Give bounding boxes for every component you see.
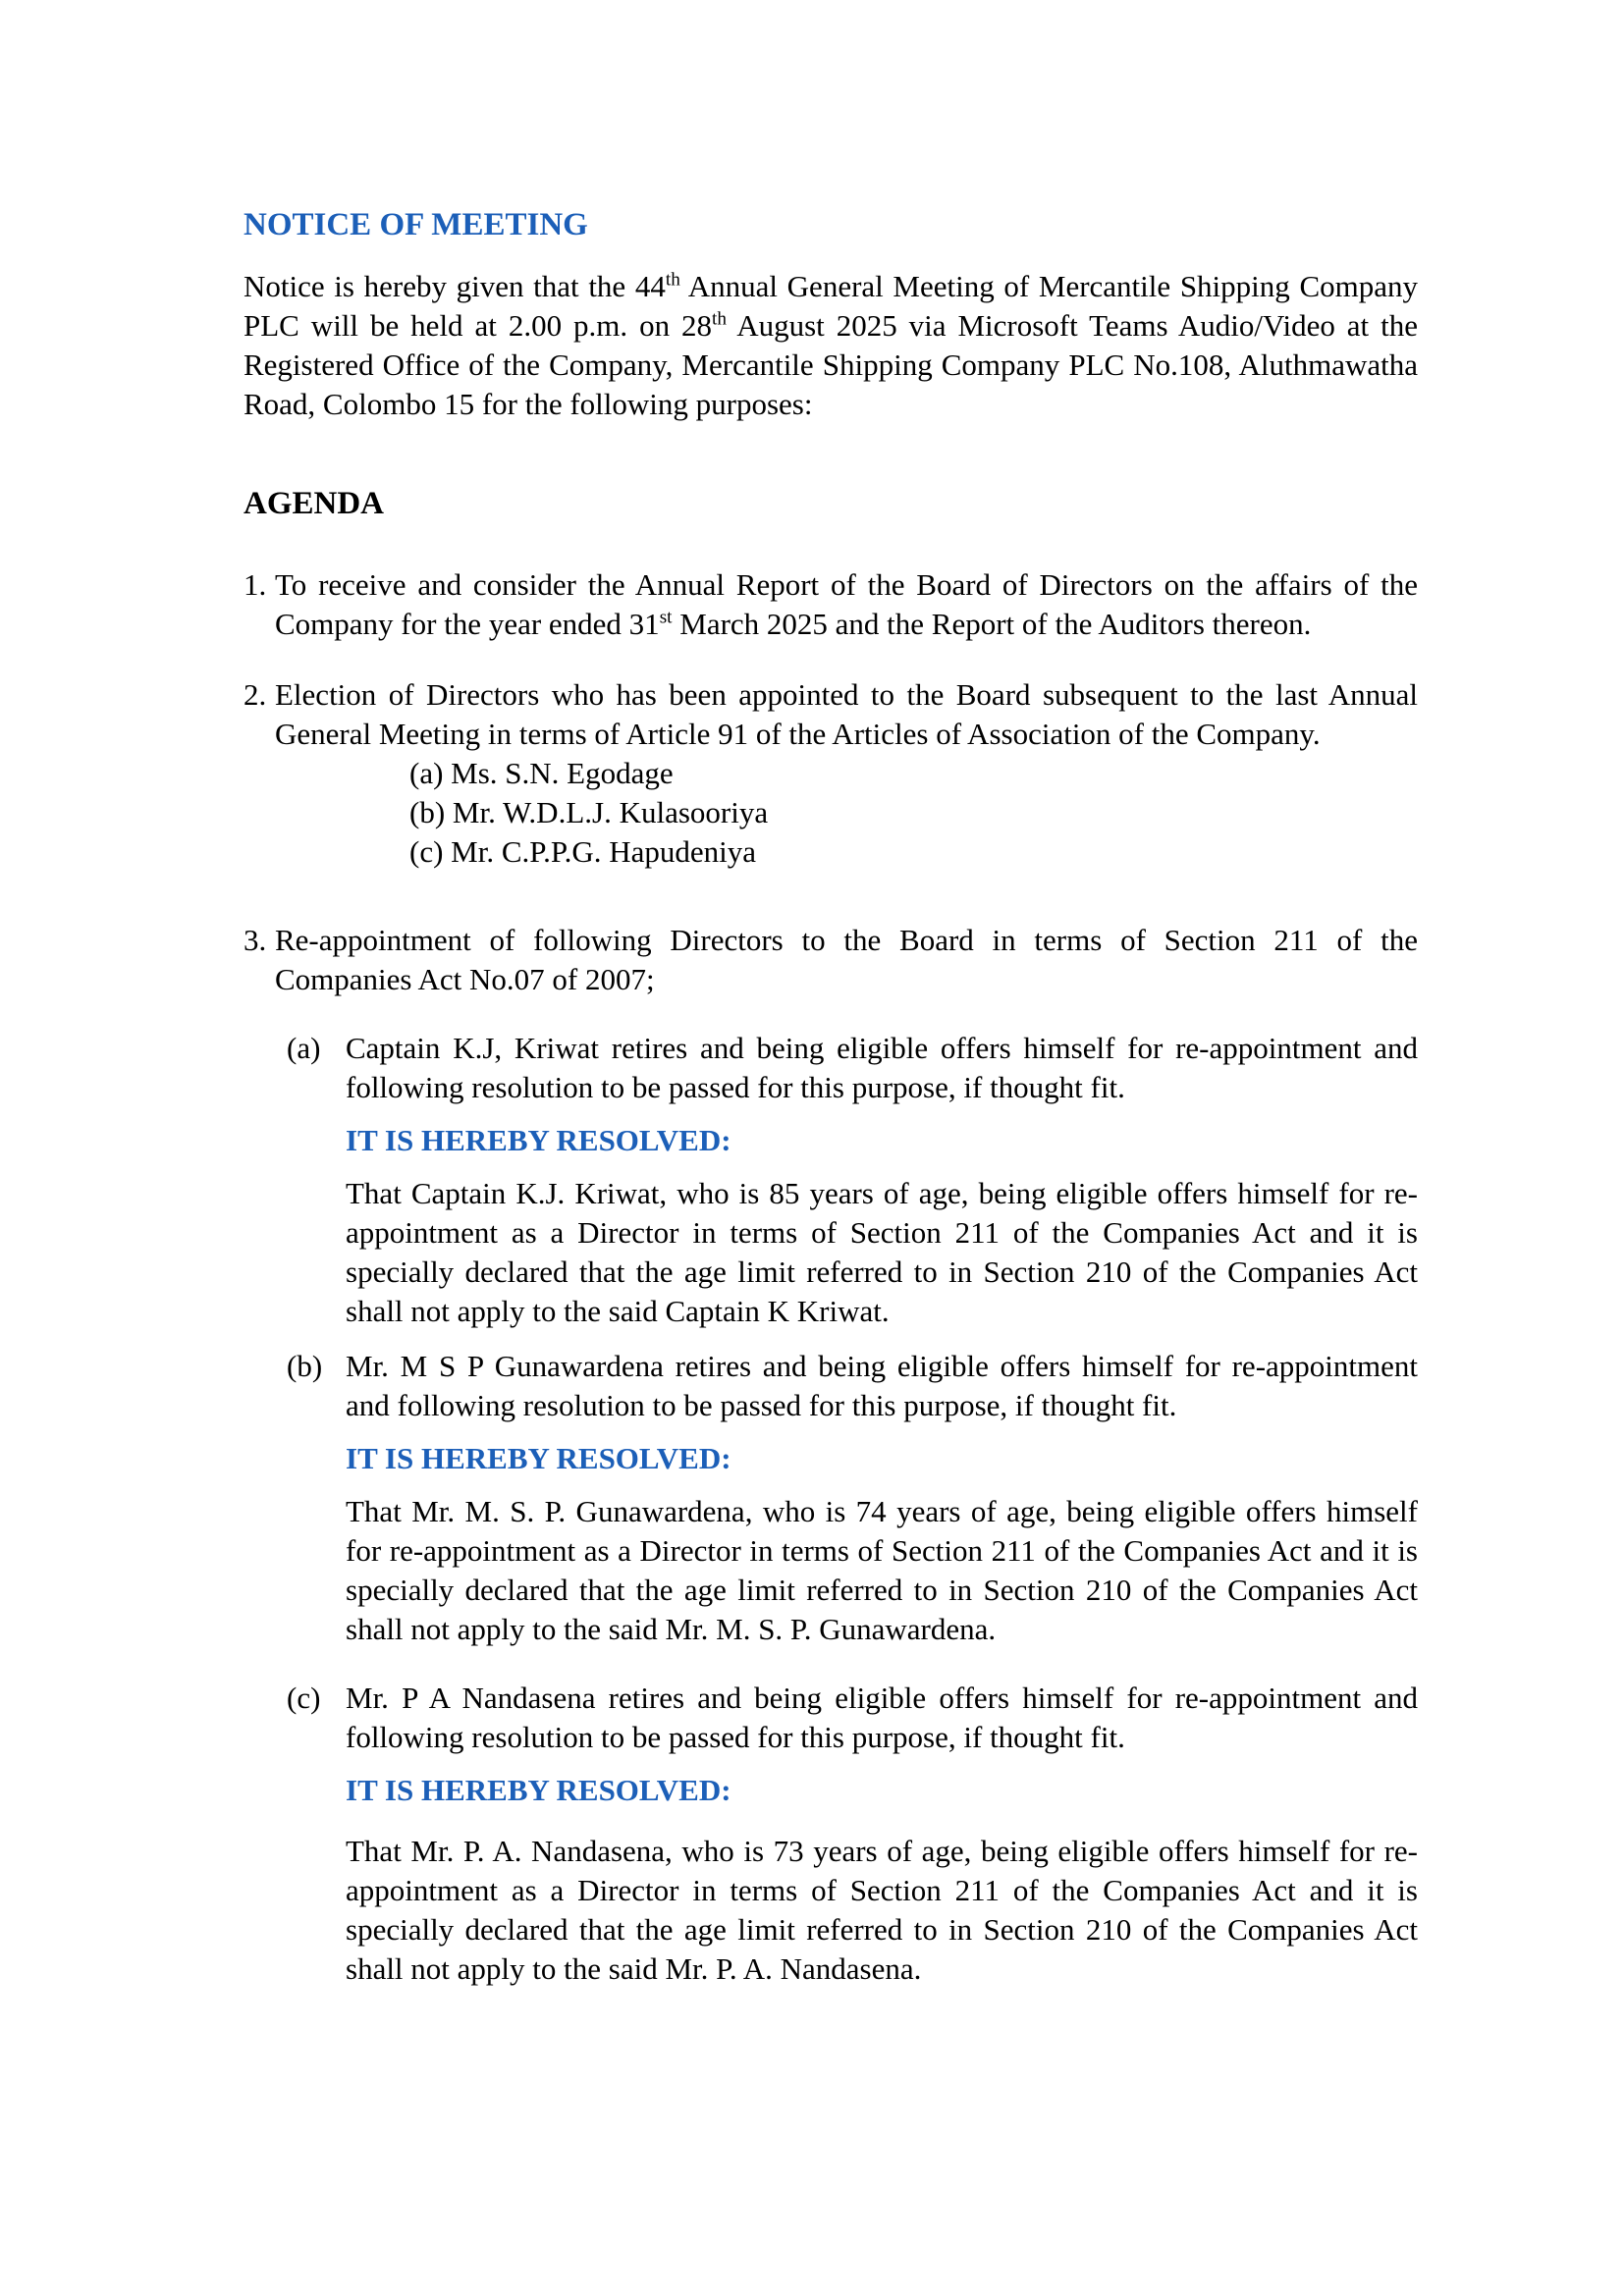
resolution-paragraph: That Mr. M. S. P. Gunawardena, who is 74 years of age, being eligible offers himself for re-appointment as a Director in terms of Section 211 of the Companies Act and it is specially declared that the age limit referred to in Section 210 of the Companies Act shall not apply to the said Mr. M. S. P. Gunawardena.	[346, 1494, 1418, 1646]
item-text	[275, 565, 1418, 644]
resolved-heading: IT IS HEREBY RESOLVED:	[346, 1773, 731, 1807]
director-name: Mr. C.P.P.G. Hapudeniya	[451, 834, 757, 869]
agenda-item-3	[244, 921, 1418, 999]
reappointment-item-a	[244, 1029, 1418, 1107]
ordinal-superscript: th	[665, 269, 680, 291]
sub-item-marker: (c)	[287, 1681, 321, 1715]
agenda-item-1	[244, 565, 1418, 644]
director-marker: (c)	[409, 834, 444, 869]
director-name: Ms. S.N. Egodage	[451, 756, 674, 790]
item-number: 3.	[244, 923, 267, 957]
item-number: 2.	[244, 677, 267, 712]
sub-item-intro: Mr. M S P Gunawardena retires and being eligible offers himself for re-appointment and following resolution to be passed for this purpose, if thought fit.	[346, 1349, 1418, 1422]
ordinal-superscript: st	[659, 607, 673, 628]
ordinal-superscript: th	[712, 308, 727, 330]
reappointment-item-b	[244, 1347, 1418, 1425]
elected-director-list	[409, 754, 1418, 872]
sub-item-marker: (b)	[287, 1349, 323, 1383]
sub-item-intro: Captain K.J, Kriwat retires and being eligible offers himself for re-appointment and following resolution to be passed for this purpose, if thought fit.	[346, 1031, 1418, 1104]
director-marker: (a)	[409, 756, 444, 790]
director-marker: (b)	[409, 795, 446, 829]
intro-text-2: Annual General Meeting of Mercantile Shipping Company PLC will be held at 2.00 p.m. on 28	[244, 269, 1418, 343]
intro-text-3: August 2025 via Microsoft Teams Audio/Video at the Registered Office of the Company, Mercantile Shipping Company PLC No.108, Aluthmawatha Road, Colombo 15 for the following purposes:	[244, 308, 1418, 421]
item-text	[275, 921, 1418, 999]
director-item	[409, 832, 1418, 872]
director-item	[409, 754, 1418, 793]
item1-text-2: March 2025 and the Report of the Auditors thereon.	[672, 607, 1312, 641]
item-number: 1.	[244, 567, 267, 602]
item1-text-1: To receive and consider the Annual Report of the Board of Directors on the affairs of the Company for the year ended 31	[275, 567, 1418, 641]
agenda-item-2	[244, 675, 1418, 872]
agenda-heading: AGENDA	[244, 486, 385, 521]
sub-item-intro: Mr. P A Nandasena retires and being eligible offers himself for re-appointment and following resolution to be passed for this purpose, if thought fit.	[346, 1681, 1418, 1754]
reappointment-item-c	[244, 1679, 1418, 1757]
resolved-heading: IT IS HEREBY RESOLVED:	[346, 1123, 731, 1157]
resolved-heading: IT IS HEREBY RESOLVED:	[346, 1441, 731, 1475]
resolution-paragraph: That Captain K.J. Kriwat, who is 85 years of age, being eligible offers himself for re-appointment as a Director in terms of Section 211 of the Companies Act and it is specially declared that the age limit referred to in Section 210 of the Companies Act shall not apply to the said Captain K Kriwat.	[346, 1176, 1418, 1328]
item3-text: Re-appointment of following Directors to the Board in terms of Section 211 of the Companies Act No.07 of 2007;	[275, 923, 1418, 996]
resolution-paragraph: That Mr. P. A. Nandasena, who is 73 years of age, being eligible offers himself for re-appointment as a Director in terms of Section 211 of the Companies Act and it is specially declared that the age limit referred to in Section 210 of the Companies Act shall not apply to the said Mr. P. A. Nandasena.	[346, 1834, 1418, 1986]
item2-text: Election of Directors who has been appointed to the Board subsequent to the last Annual General Meeting in terms of Article 91 of the Articles of Association of the Company.	[275, 677, 1418, 751]
director-name: Mr. W.D.L.J. Kulasooriya	[452, 795, 769, 829]
intro-paragraph	[244, 267, 1418, 424]
intro-text-1: Notice is hereby given that the 44	[244, 269, 666, 303]
item-text	[275, 675, 1418, 872]
page-title: NOTICE OF MEETING	[244, 207, 588, 242]
director-item	[409, 793, 1418, 832]
sub-item-marker: (a)	[287, 1031, 321, 1065]
